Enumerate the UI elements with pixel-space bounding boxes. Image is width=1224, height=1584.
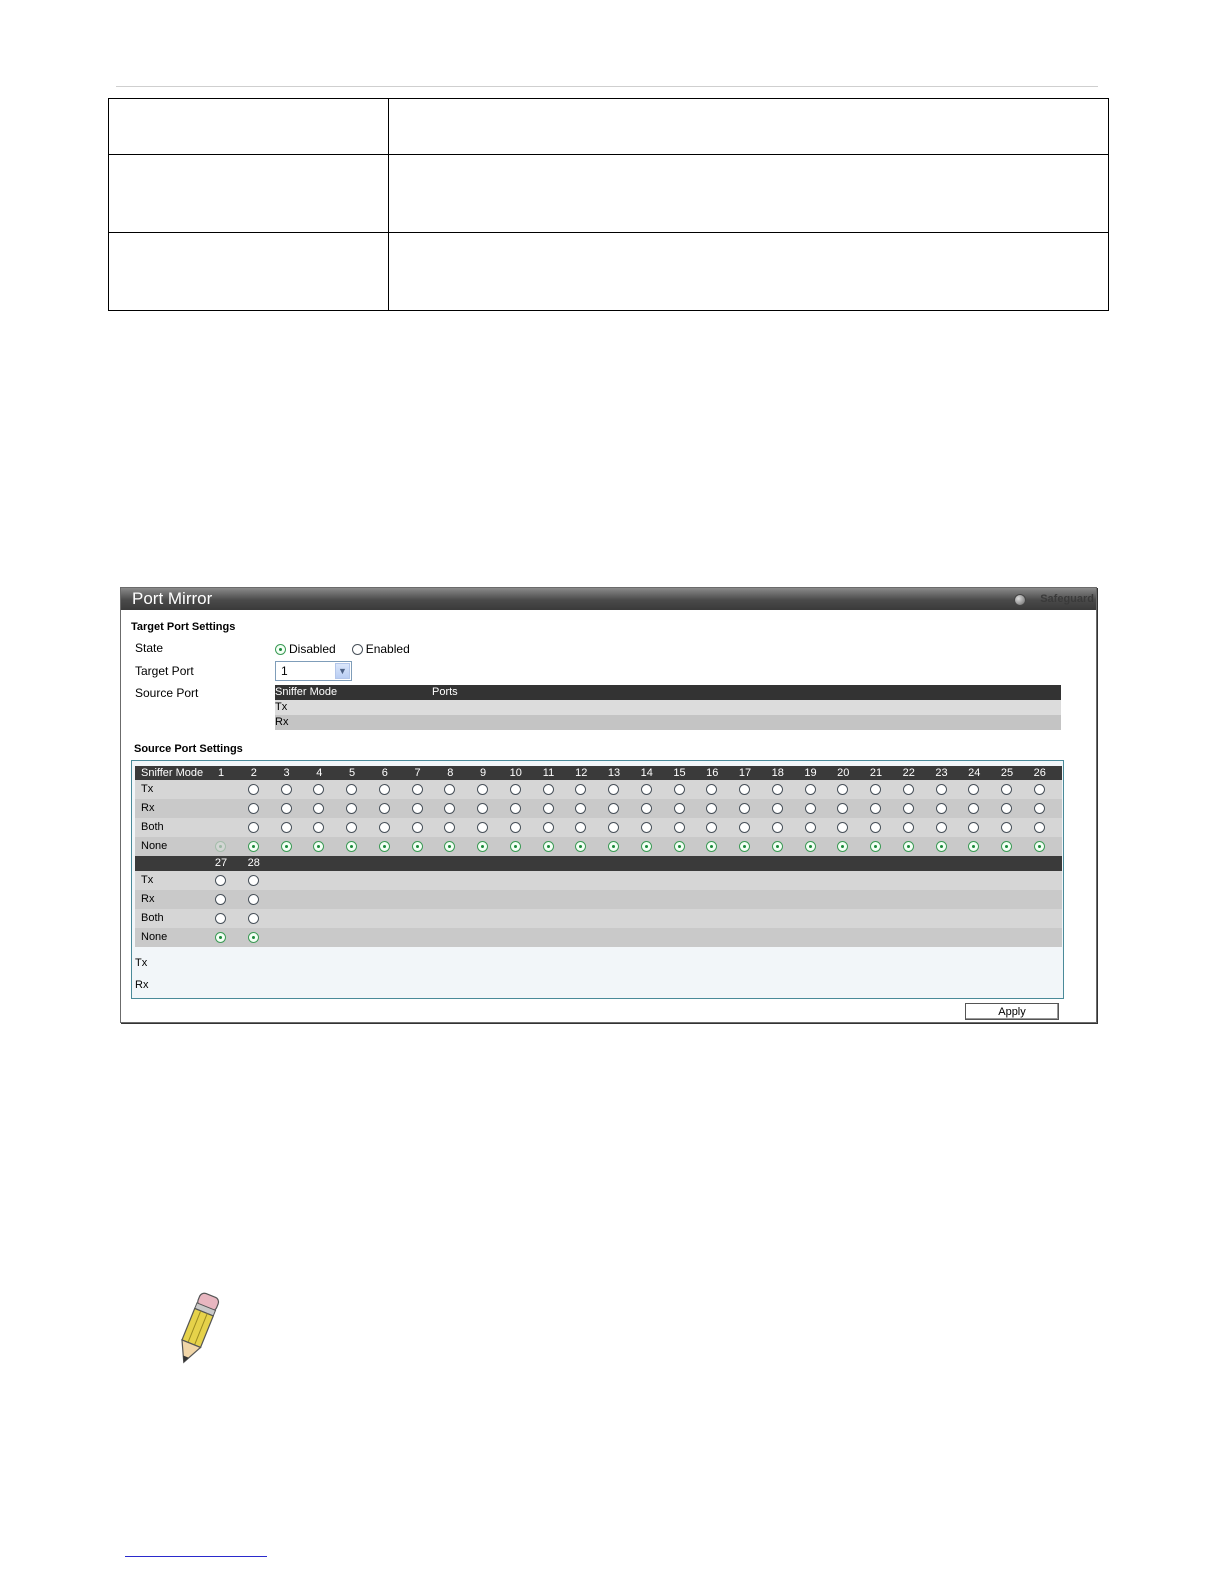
mode-row-tx: [135, 871, 1062, 890]
port-number-header: 14: [640, 767, 653, 779]
port-number-header: 12: [575, 767, 588, 779]
port-6-both-radio[interactable]: [379, 822, 390, 833]
port-3-none-radio[interactable]: [281, 841, 292, 852]
port-20-tx-radio[interactable]: [837, 784, 848, 795]
port-16-none-radio[interactable]: [706, 841, 717, 852]
port-17-none-radio[interactable]: [739, 841, 750, 852]
port-number-header: 22: [902, 767, 915, 779]
port-18-tx-radio[interactable]: [772, 784, 783, 795]
port-19-rx-radio[interactable]: [805, 803, 816, 814]
source-port-settings-title: Source Port Settings: [134, 743, 243, 755]
port-28-tx-radio[interactable]: [248, 875, 259, 886]
mode-row-none: [135, 928, 1062, 947]
port-9-tx-radio[interactable]: [477, 784, 488, 795]
port-23-tx-radio[interactable]: [936, 784, 947, 795]
grid-header-row: [135, 766, 1062, 781]
port-2-tx-radio[interactable]: [248, 784, 259, 795]
table-cell: [109, 233, 389, 311]
port-14-both-radio[interactable]: [641, 822, 652, 833]
port-1-none-radio: [215, 841, 226, 852]
port-27-rx-radio[interactable]: [215, 894, 226, 905]
target-port-settings-title: Target Port Settings: [131, 621, 236, 633]
state-radio-group: [275, 642, 426, 656]
port-18-both-radio[interactable]: [772, 822, 783, 833]
port-5-tx-radio[interactable]: [346, 784, 357, 795]
sniffer-mode-column-header: Sniffer Mode: [141, 767, 204, 779]
port-6-none-radio[interactable]: [379, 841, 390, 852]
port-8-both-radio[interactable]: [444, 822, 455, 833]
port-number-header: 9: [479, 767, 487, 779]
port-20-none-radio[interactable]: [837, 841, 848, 852]
port-3-tx-radio[interactable]: [281, 784, 292, 795]
port-21-none-radio[interactable]: [870, 841, 881, 852]
port-number-header: 10: [509, 767, 522, 779]
safeguard-icon: [1014, 594, 1026, 606]
source-port-settings-frame: [131, 760, 1064, 999]
panel-title: Port Mirror: [132, 589, 213, 608]
summary-tx-label: Tx: [135, 957, 148, 969]
apply-button[interactable]: Apply: [965, 1003, 1059, 1020]
mode-row-rx: [135, 890, 1062, 909]
state-label: State: [135, 641, 164, 655]
port-8-rx-radio[interactable]: [444, 803, 455, 814]
port-16-both-radio[interactable]: [706, 822, 717, 833]
port-24-none-radio[interactable]: [968, 841, 979, 852]
mode-row-rx: [135, 799, 1062, 818]
mode-label: Both: [141, 912, 164, 924]
source-port-row-rx: [275, 715, 1061, 730]
mode-label: Tx: [141, 874, 154, 886]
port-7-none-radio[interactable]: [412, 841, 423, 852]
port-19-tx-radio[interactable]: [805, 784, 816, 795]
port-number-header: 19: [804, 767, 817, 779]
port-13-both-radio[interactable]: [608, 822, 619, 833]
port-number-header: 27: [214, 857, 228, 869]
port-21-tx-radio[interactable]: [870, 784, 881, 795]
source-port-row-tx: [275, 700, 1061, 715]
port-number-header: 16: [706, 767, 719, 779]
port-number-header: 21: [869, 767, 883, 779]
port-9-none-radio[interactable]: [477, 841, 488, 852]
port-19-both-radio[interactable]: [805, 822, 816, 833]
port-number-header: 7: [414, 767, 421, 779]
port-10-tx-radio[interactable]: [510, 784, 521, 795]
port-number-header: 25: [1000, 767, 1014, 779]
source-port-table: [275, 685, 1061, 731]
port-7-both-radio[interactable]: [412, 822, 423, 833]
port-15-tx-radio[interactable]: [674, 784, 685, 795]
state-option-disabled[interactable]: [275, 642, 336, 656]
port-25-tx-radio[interactable]: [1001, 784, 1012, 795]
port-number-header: 1: [217, 767, 225, 779]
port-17-both-radio[interactable]: [739, 822, 750, 833]
source-port-row-label: Tx: [275, 701, 288, 713]
port-6-rx-radio[interactable]: [379, 803, 390, 814]
port-15-none-radio[interactable]: [674, 841, 685, 852]
port-22-rx-radio[interactable]: [903, 803, 914, 814]
port-12-rx-radio[interactable]: [575, 803, 586, 814]
target-port-value: 1: [281, 664, 288, 678]
port-number-header: 24: [968, 767, 981, 779]
port-8-tx-radio[interactable]: [444, 784, 455, 795]
port-26-none-radio[interactable]: [1034, 841, 1045, 852]
mode-label: Rx: [141, 802, 155, 814]
table-cell: [109, 155, 389, 233]
port-16-rx-radio[interactable]: [706, 803, 717, 814]
source-port-label: Source Port: [135, 686, 199, 700]
port-19-none-radio[interactable]: [805, 841, 816, 852]
port-14-none-radio[interactable]: [641, 841, 652, 852]
port-number-header: 13: [607, 767, 621, 779]
port-11-none-radio[interactable]: [543, 841, 554, 852]
port-28-rx-radio[interactable]: [248, 894, 259, 905]
port-22-tx-radio[interactable]: [903, 784, 914, 795]
port-24-both-radio[interactable]: [968, 822, 979, 833]
port-27-tx-radio[interactable]: [215, 875, 226, 886]
port-24-rx-radio[interactable]: [968, 803, 979, 814]
port-18-none-radio[interactable]: [772, 841, 783, 852]
mode-label: Tx: [141, 783, 154, 795]
port-number-header: 4: [316, 767, 323, 779]
port-21-both-radio[interactable]: [870, 822, 881, 833]
port-25-none-radio[interactable]: [1001, 841, 1012, 852]
port-4-both-radio[interactable]: [313, 822, 324, 833]
state-disabled-radio[interactable]: [275, 644, 286, 655]
table-cell: [389, 155, 1109, 233]
dropdown-arrow-icon[interactable]: ▼: [335, 663, 350, 679]
port-number-header: 26: [1033, 767, 1046, 779]
port-4-none-radio[interactable]: [313, 841, 324, 852]
port-number-header: 20: [837, 767, 850, 779]
port-11-rx-radio[interactable]: [543, 803, 554, 814]
port-number-header: 6: [381, 767, 388, 779]
source-port-table-header: [275, 685, 1061, 700]
panel-header: [121, 588, 1096, 610]
port-24-tx-radio[interactable]: [968, 784, 979, 795]
safeguard-label[interactable]: Safeguard: [1040, 593, 1094, 605]
port-2-rx-radio[interactable]: [248, 803, 259, 814]
table-cell: [389, 99, 1109, 155]
port-26-rx-radio[interactable]: [1034, 803, 1045, 814]
port-10-none-radio[interactable]: [510, 841, 521, 852]
mode-row-both: [135, 909, 1062, 928]
port-7-rx-radio[interactable]: [412, 803, 423, 814]
port-28-none-radio[interactable]: [248, 932, 259, 943]
port-15-rx-radio[interactable]: [674, 803, 685, 814]
port-26-both-radio[interactable]: [1034, 822, 1045, 833]
state-disabled-label: Disabled: [289, 642, 336, 656]
mode-row-both: [135, 818, 1062, 837]
port-14-rx-radio[interactable]: [641, 803, 652, 814]
port-20-both-radio[interactable]: [837, 822, 848, 833]
port-13-tx-radio[interactable]: [608, 784, 619, 795]
port-number-header: 5: [348, 767, 356, 779]
port-4-rx-radio[interactable]: [313, 803, 324, 814]
port-25-both-radio[interactable]: [1001, 822, 1012, 833]
port-number-header: 8: [447, 767, 454, 779]
sniffer-mode-header: Sniffer Mode: [275, 686, 338, 698]
port-23-both-radio[interactable]: [936, 822, 947, 833]
port-2-none-radio[interactable]: [248, 841, 259, 852]
port-number-header: 11: [542, 767, 555, 779]
port-13-rx-radio[interactable]: [608, 803, 619, 814]
table-cell: [389, 233, 1109, 311]
table-cell: [109, 99, 389, 155]
port-12-tx-radio[interactable]: [575, 784, 586, 795]
port-12-none-radio[interactable]: [575, 841, 586, 852]
port-7-tx-radio[interactable]: [412, 784, 423, 795]
port-6-tx-radio[interactable]: [379, 784, 390, 795]
ports-header: Ports: [432, 686, 458, 698]
state-option-enabled[interactable]: [352, 642, 410, 656]
port-17-rx-radio[interactable]: [739, 803, 750, 814]
port-number-header: 15: [673, 767, 686, 779]
port-2-both-radio[interactable]: [248, 822, 259, 833]
port-9-rx-radio[interactable]: [477, 803, 488, 814]
port-18-rx-radio[interactable]: [772, 803, 783, 814]
mode-row-tx: [135, 780, 1062, 799]
page-header-rule: [116, 86, 1098, 87]
port-number-header: 3: [283, 767, 290, 779]
grid-header-row: [135, 856, 1062, 871]
port-28-both-radio[interactable]: [248, 913, 259, 924]
port-27-none-radio[interactable]: [215, 932, 226, 943]
port-23-none-radio[interactable]: [936, 841, 947, 852]
port-3-both-radio[interactable]: [281, 822, 292, 833]
target-port-select[interactable]: [275, 661, 352, 681]
port-12-both-radio[interactable]: [575, 822, 586, 833]
port-22-none-radio[interactable]: [903, 841, 914, 852]
port-number-header: 17: [738, 767, 752, 779]
port-number-header: 2: [250, 767, 257, 779]
port-10-both-radio[interactable]: [510, 822, 521, 833]
port-5-both-radio[interactable]: [346, 822, 357, 833]
port-4-tx-radio[interactable]: [313, 784, 324, 795]
footer-link-underline[interactable]: [125, 1556, 267, 1557]
mode-row-none: [135, 837, 1062, 856]
mode-label: None: [141, 840, 168, 852]
target-port-label: Target Port: [135, 664, 194, 678]
state-enabled-radio[interactable]: [352, 644, 363, 655]
port-20-rx-radio[interactable]: [837, 803, 848, 814]
port-14-tx-radio[interactable]: [641, 784, 652, 795]
port-23-rx-radio[interactable]: [936, 803, 947, 814]
port-25-rx-radio[interactable]: [1001, 803, 1012, 814]
summary-rx-label: Rx: [135, 979, 149, 991]
port-21-rx-radio[interactable]: [870, 803, 881, 814]
port-9-both-radio[interactable]: [477, 822, 488, 833]
mode-label: Both: [141, 821, 164, 833]
source-port-row-label: Rx: [275, 716, 289, 728]
port-number-header: 23: [935, 767, 948, 779]
port-11-both-radio[interactable]: [543, 822, 554, 833]
mode-label: Rx: [141, 893, 155, 905]
port-5-rx-radio[interactable]: [346, 803, 357, 814]
port-number-header: 18: [771, 767, 784, 779]
mode-label: None: [141, 931, 168, 943]
port-26-tx-radio[interactable]: [1034, 784, 1045, 795]
port-13-none-radio[interactable]: [608, 841, 619, 852]
port-10-rx-radio[interactable]: [510, 803, 521, 814]
port-15-both-radio[interactable]: [674, 822, 685, 833]
state-enabled-label: Enabled: [365, 642, 410, 656]
description-table: [108, 98, 1109, 311]
port-5-none-radio[interactable]: [346, 841, 357, 852]
note-pencil-icon: [163, 1285, 233, 1370]
port-22-both-radio[interactable]: [903, 822, 914, 833]
port-16-tx-radio[interactable]: [706, 784, 717, 795]
port-number-header: 28: [247, 857, 260, 869]
port-27-both-radio[interactable]: [215, 913, 226, 924]
port-11-tx-radio[interactable]: [543, 784, 554, 795]
port-3-rx-radio[interactable]: [281, 803, 292, 814]
port-17-tx-radio[interactable]: [739, 784, 750, 795]
port-8-none-radio[interactable]: [444, 841, 455, 852]
